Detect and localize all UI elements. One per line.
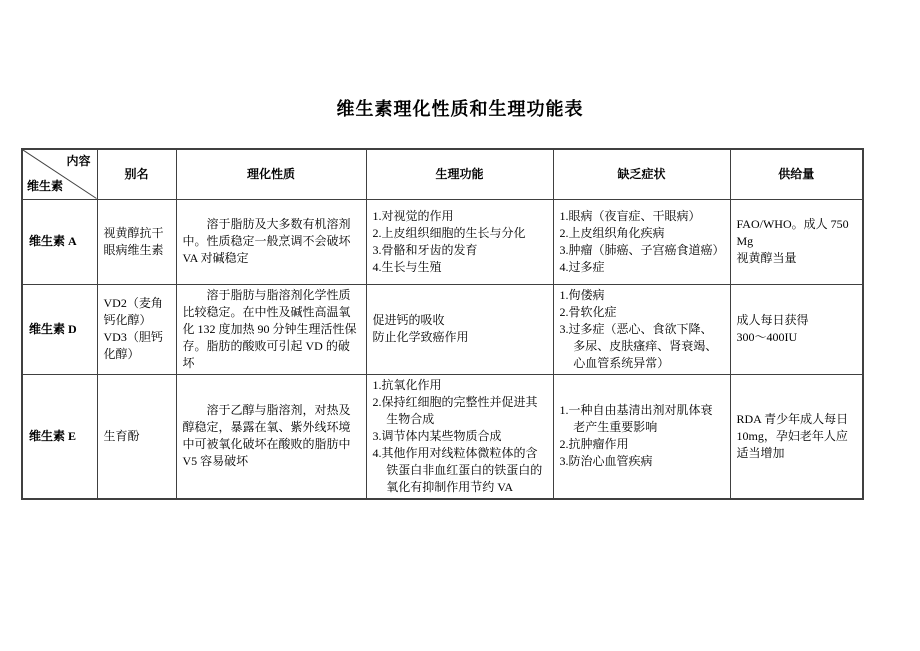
vitamin-table [21, 148, 864, 500]
alias-line: VD2（麦角钙化醇） [103, 296, 163, 327]
properties-text: 溶于脂肪及大多数有机溶剂中。性质稳定一般烹调不会破坏 VA 对碱稳定 [182, 217, 351, 265]
list-item: 3.调节体内某些物质合成 [372, 428, 502, 443]
alias-cell [97, 199, 176, 284]
list-item: 1.抗氧化作用 [372, 377, 442, 392]
supply-cell [730, 199, 863, 284]
properties-text: 溶于乙醇与脂溶剂，对热及醇稳定，暴露在氧、紫外线环境中可被氧化破坏在酸败的脂肪中 V5 容易破坏 [182, 403, 351, 468]
vitamin-name-cell [22, 284, 97, 374]
list-item: 2.抗肿瘤作用 [559, 437, 629, 451]
supply-cell [730, 284, 863, 374]
column-header-alias: 别名 [97, 149, 176, 199]
supply-line: 300～400IU [736, 330, 798, 344]
list-item: 2.上皮组织角化疾病 [559, 225, 665, 240]
column-header-properties: 理化性质 [176, 149, 366, 199]
supply-line: 视黄醇当量 [736, 251, 797, 265]
table-row-vitamin-e [22, 374, 863, 499]
supply-line: 成人每日获得 [736, 313, 809, 327]
table-row-vitamin-a [22, 199, 863, 284]
list-item: 1.佝偻病 [559, 287, 605, 302]
vitamin-name-cell [22, 374, 97, 499]
list-item: 1.眼病（夜盲症、干眼病） [559, 208, 701, 223]
column-header-deficiency: 缺乏症状 [553, 149, 730, 199]
list-item: 2.保持红细胞的完整性并促进其生物合成 [372, 394, 538, 426]
list-item: 1.对视觉的作用 [372, 208, 454, 223]
list-item: 促进钙的吸收 [372, 313, 445, 327]
list-item: 防止化学致癌作用 [372, 330, 469, 344]
deficiency-cell [553, 199, 730, 284]
functions-cell [366, 374, 553, 499]
corner-label-vitamin: 维生素 [27, 178, 64, 193]
properties-text: 溶于脂肪与脂溶剂化学性质比较稳定。在中性及碱性高温氧化 132 度加热 90 分钟生理活性保存。脂肪的酸败可引起 VD 的破坏 [182, 287, 357, 370]
vitamin-name-cell [22, 199, 97, 284]
column-header-supply: 供给量 [730, 149, 863, 199]
vitamin-name: 维生素 A [29, 234, 77, 248]
list-item: 3.防治心血管疾病 [559, 454, 653, 468]
list-item: 2.骨软化症 [559, 304, 617, 319]
alias-cell [97, 374, 176, 499]
table-header-row [22, 149, 863, 199]
list-item: 1.一种自由基清出剂对肌体衰老产生重要影响 [559, 403, 713, 434]
properties-cell [176, 284, 366, 374]
list-item: 4.其他作用对线粒体微粒体的含铁蛋白非血红蛋白的铁蛋白的氧化有抑制作用节约 VA [372, 445, 543, 494]
list-item: 3.骨骼和牙齿的发育 [372, 242, 478, 257]
document-title: 维生素理化性质和生理功能表 [336, 99, 584, 119]
table-row-vitamin-d [22, 284, 863, 374]
properties-cell [176, 374, 366, 499]
vitamin-name: 维生素 D [29, 321, 77, 336]
functions-cell [366, 199, 553, 284]
alias-line: VD3（胆钙化醇） [103, 330, 163, 361]
functions-cell [366, 284, 553, 374]
alias-line: 生育酚 [103, 428, 140, 443]
alias-cell [97, 284, 176, 374]
list-item: 4.过多症 [559, 259, 605, 274]
deficiency-cell [553, 284, 730, 374]
deficiency-cell [553, 374, 730, 499]
list-item: 2.上皮组织细胞的生长与分化 [372, 225, 526, 240]
list-item: 4.生长与生殖 [372, 259, 442, 274]
list-item: 3.肿瘤（肺癌、子宫癌食道癌） [559, 242, 725, 257]
properties-cell [176, 199, 366, 284]
supply-line: FAO/WHO。成人 750Mg [736, 217, 849, 248]
corner-header-cell [22, 149, 97, 199]
list-item: 3.过多症（恶心、食欲下降、多尿、皮肤瘙痒、肾衰竭、心血管系统异常） [559, 321, 718, 370]
supply-line: RDA 青少年成人每日 10mg，孕妇老年人应适当增加 [736, 411, 849, 460]
supply-cell [730, 374, 863, 499]
corner-label-content: 内容 [66, 154, 91, 168]
vitamin-name: 维生素 E [29, 428, 77, 443]
column-header-functions: 生理功能 [366, 149, 553, 199]
alias-line: 视黄醇抗干眼病维生素 [103, 225, 164, 257]
